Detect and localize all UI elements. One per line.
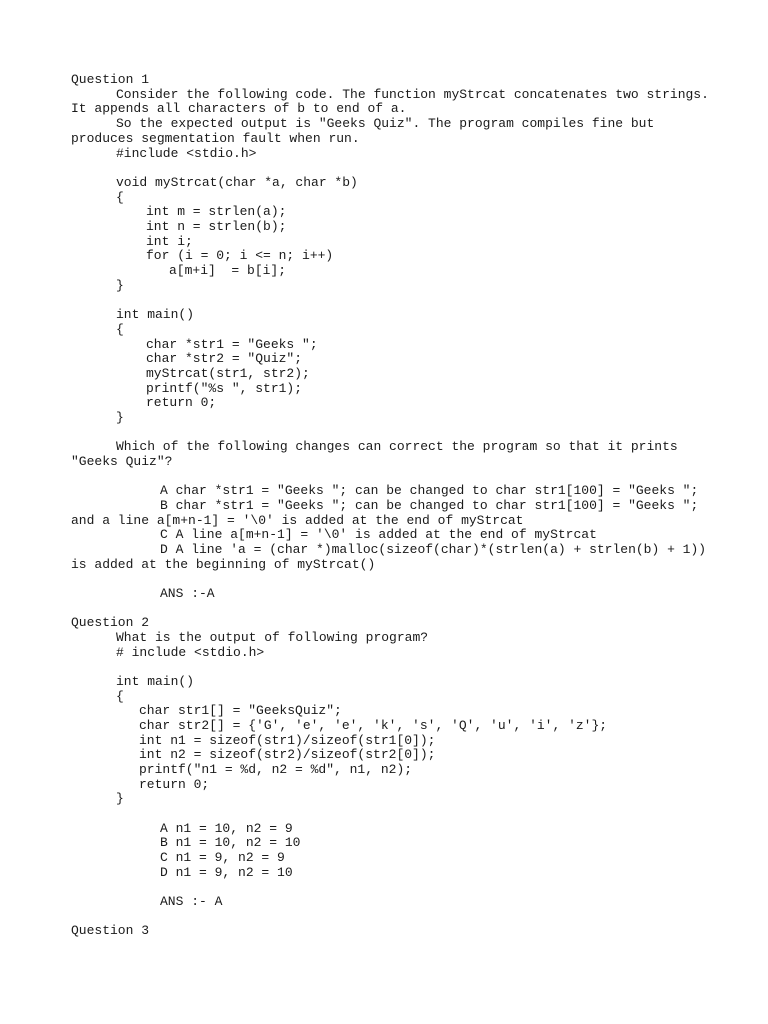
question-1-prompt: Which of the following changes can correct the program so that it prints (116, 439, 678, 454)
code-line: char *str1 = "Geeks "; (146, 337, 318, 352)
code-line: return 0; (146, 395, 217, 410)
code-line: printf("n1 = %d, n2 = %d", n1, n2); (139, 762, 413, 777)
code-line: { (116, 322, 124, 337)
question-2-include: # include <stdio.h> (116, 645, 265, 660)
code-line: { (116, 689, 124, 704)
code-line: myStrcat(str1, str2); (146, 366, 310, 381)
question-1-intro-line: So the expected output is "Geeks Quiz". The program compiles fine but (116, 116, 655, 131)
code-line: int n1 = sizeof(str1)/sizeof(str1[0]); (139, 733, 436, 748)
answer-option: B char *str1 = "Geeks "; can be changed to char str1[100] = "Geeks "; (160, 498, 699, 513)
question-1-heading: Question 1 (71, 72, 150, 87)
question-2-prompt: What is the output of following program? (116, 630, 429, 645)
question-1-include: #include <stdio.h> (116, 146, 257, 161)
question-3-heading: Question 3 (71, 923, 150, 938)
code-line: } (116, 278, 124, 293)
code-line: printf("%s ", str1); (146, 381, 303, 396)
code-line: int m = strlen(a); (146, 204, 287, 219)
code-line: void myStrcat(char *a, char *b) (116, 175, 358, 190)
question-2-answer: ANS :- A (160, 894, 223, 909)
question-2-heading: Question 2 (71, 615, 150, 630)
question-1-prompt: "Geeks Quiz"? (71, 454, 173, 469)
answer-option: and a line a[m+n-1] = '\0' is added at the end of myStrcat (71, 513, 524, 528)
answer-option: C n1 = 9, n2 = 9 (160, 850, 285, 865)
code-line: } (116, 791, 124, 806)
code-line: char str2[] = {'G', 'e', 'e', 'k', 's', 'Q', 'u', 'i', 'z'}; (139, 718, 608, 733)
question-1-intro-line: It appends all characters of b to end of a. (71, 101, 407, 116)
answer-option: B n1 = 10, n2 = 10 (160, 835, 301, 850)
question-1-intro-line: produces segmentation fault when run. (71, 131, 360, 146)
answer-option: D n1 = 9, n2 = 10 (160, 865, 293, 880)
answer-option: A n1 = 10, n2 = 9 (160, 821, 293, 836)
code-line: int n = strlen(b); (146, 219, 287, 234)
code-line: { (116, 190, 124, 205)
answer-option: is added at the beginning of myStrcat() (71, 557, 376, 572)
code-line: int main() (116, 674, 195, 689)
code-line: a[m+i] = b[i]; (169, 263, 287, 278)
answer-option: C A line a[m+n-1] = '\0' is added at the end of myStrcat (160, 527, 597, 542)
code-line: int main() (116, 307, 195, 322)
question-1-intro-line: Consider the following code. The function myStrcat concatenates two strings. (116, 87, 709, 102)
code-line: int i; (146, 234, 193, 249)
code-line: } (116, 410, 124, 425)
code-line: return 0; (139, 777, 210, 792)
question-1-answer: ANS :-A (160, 586, 215, 601)
code-line: char str1[] = "GeeksQuiz"; (139, 703, 342, 718)
answer-option: A char *str1 = "Geeks "; can be changed to char str1[100] = "Geeks "; (160, 483, 699, 498)
code-line: char *str2 = "Quiz"; (146, 351, 303, 366)
answer-option: D A line 'a = (char *)malloc(sizeof(char)*(strlen(a) + strlen(b) + 1)) (160, 542, 707, 557)
code-line: int n2 = sizeof(str2)/sizeof(str2[0]); (139, 747, 436, 762)
code-line: for (i = 0; i <= n; i++) (146, 248, 334, 263)
